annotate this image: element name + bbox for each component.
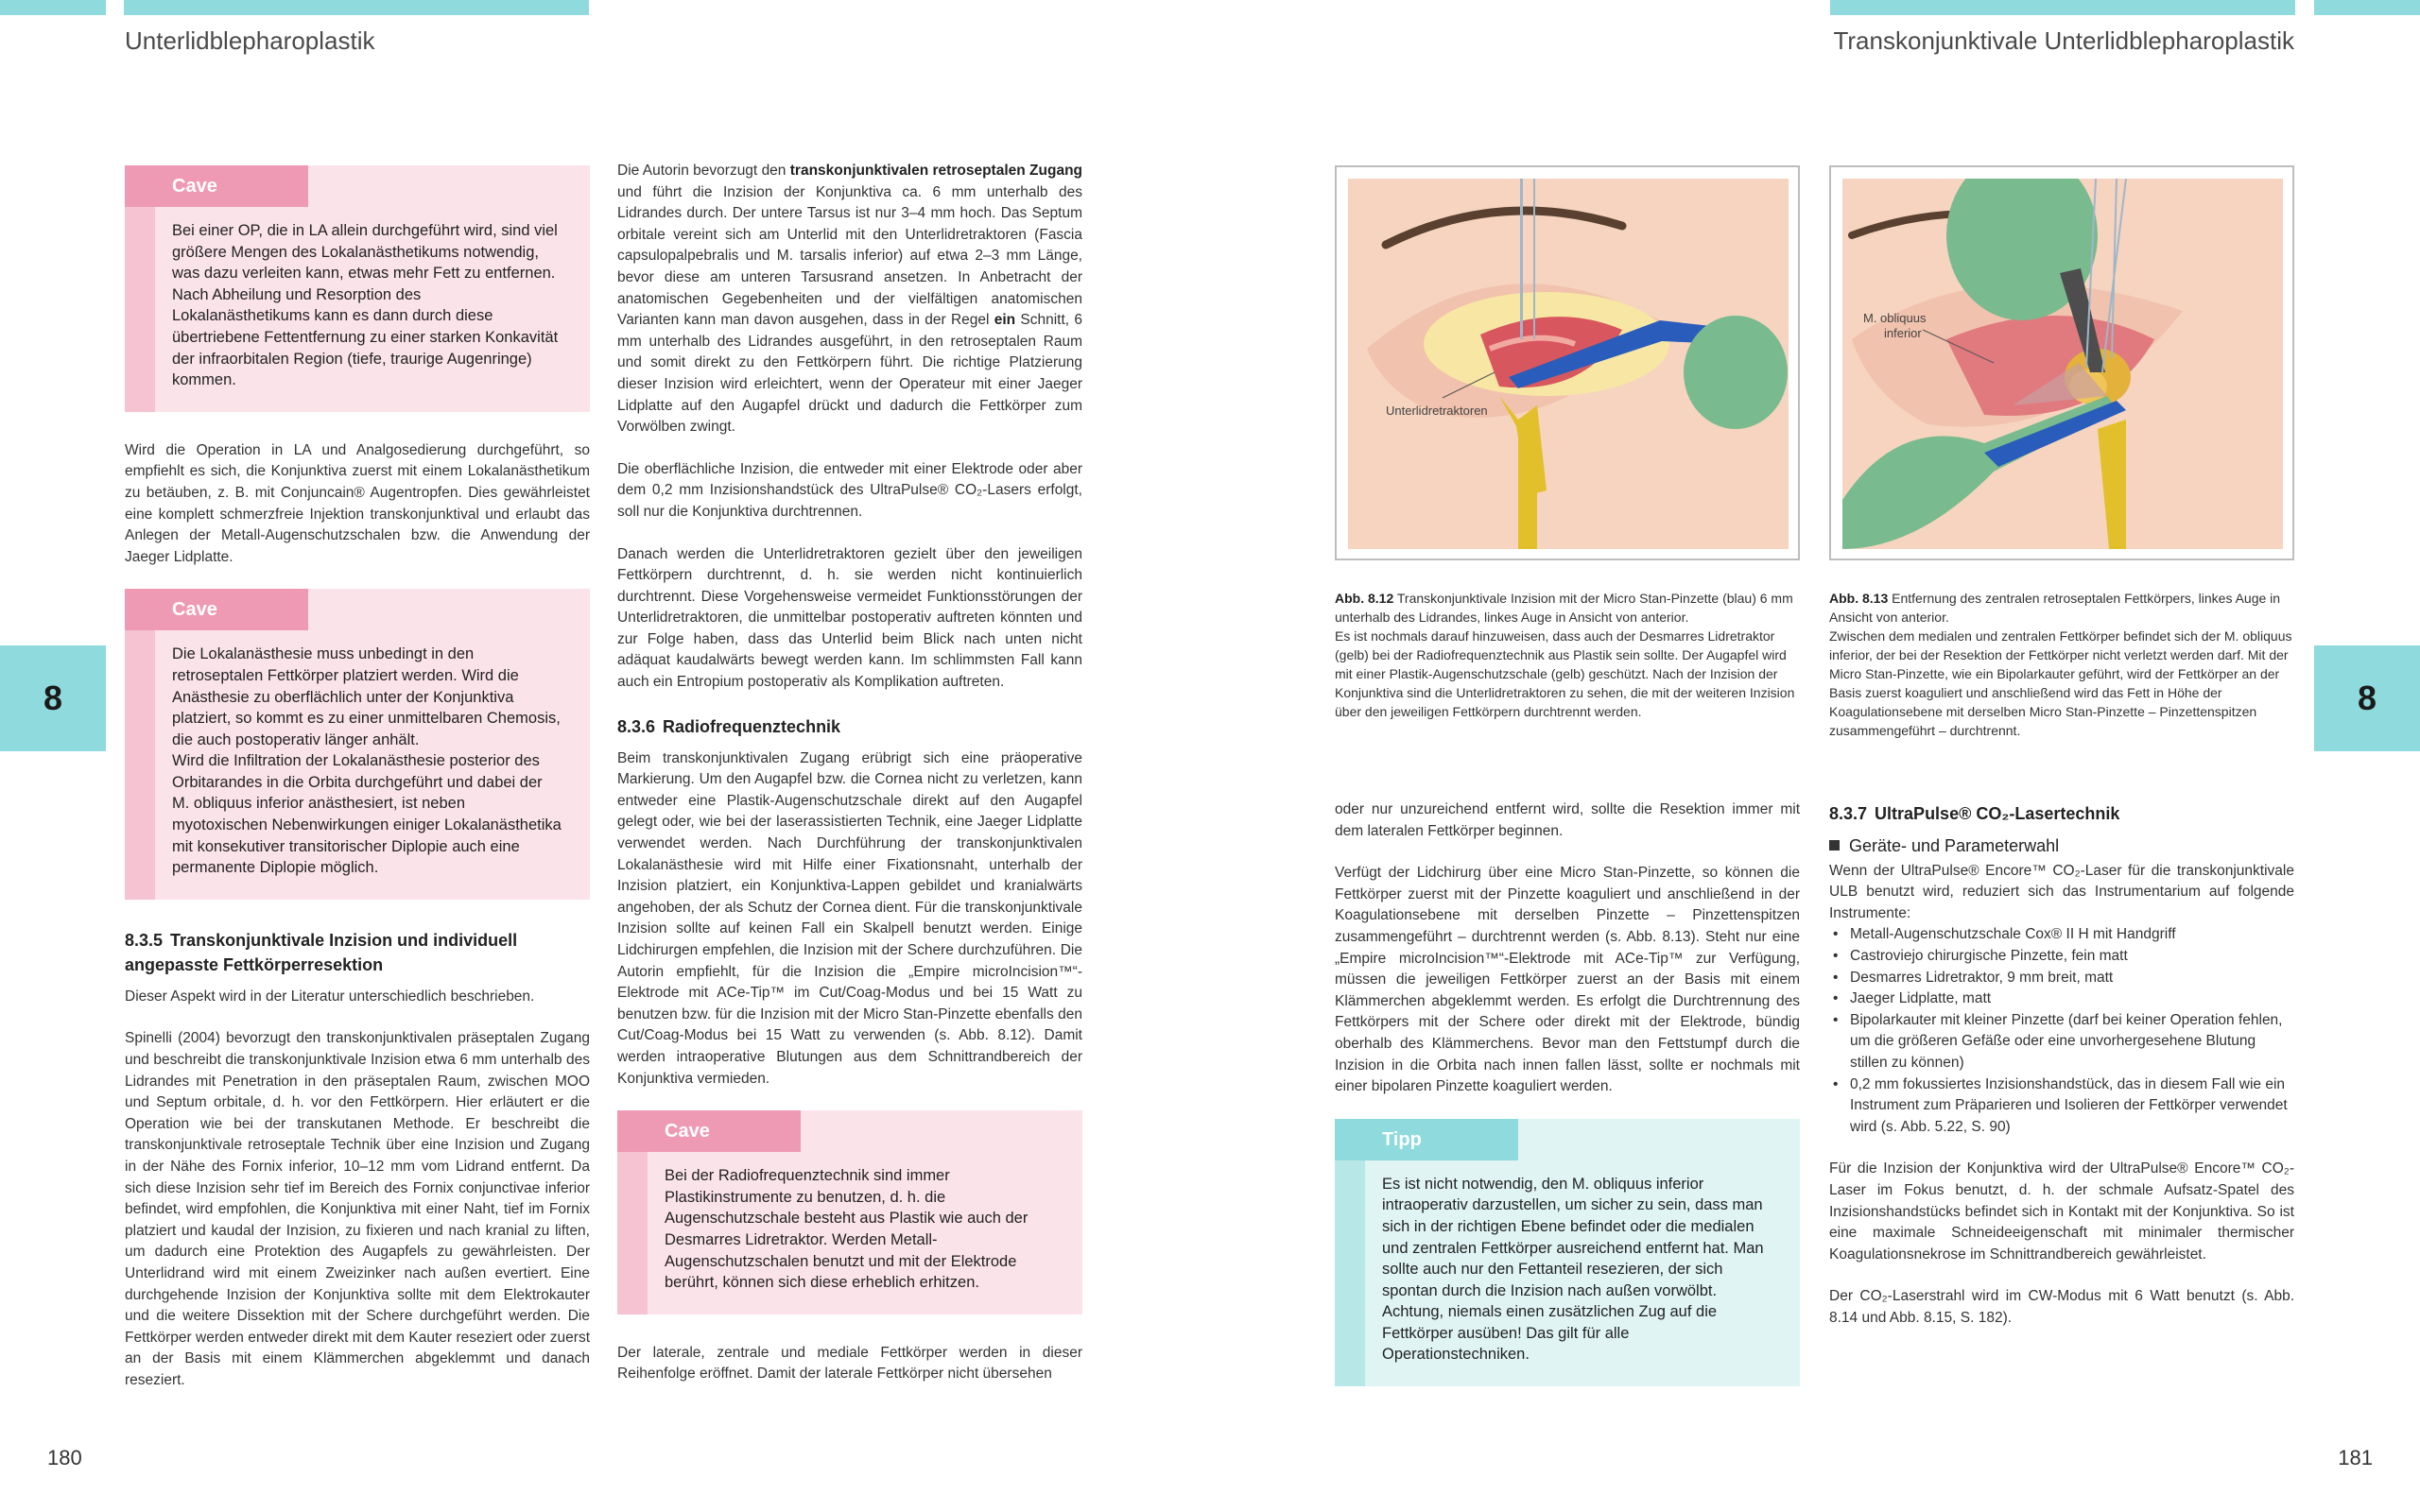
- figure-label-unterlidretraktoren: Unterlidretraktoren: [1386, 404, 1488, 418]
- section-title: Radiofrequenztechnik: [663, 716, 841, 736]
- instrument-list: [1829, 924, 2294, 1138]
- caption-8-12: [1335, 589, 1800, 721]
- surgery-illustration-fat-resection: [1842, 179, 2283, 549]
- paragraph: Die Autorin bevorzugt den transkonjunktivalen retroseptalen Zugang und führt die Inzision der Konjunktiva ca. 6 mm unterhalb des Lidrandes durch. Der untere Tarsus ist nur 3–4 mm hoch. Das Septum orbitale vereint sich am Unterlid mit den Unterlidretraktoren (Fascia capsulopalpebralis und M. tarsalis inferior) auf etwa 2–3 mm Länge, bevor diese am unteren Tarsusrand ansetzen. In Anbetracht der anatomischen Gegebenheiten und der vielfältigen anatomischen Varianten kann man davon ausgehen, dass in der Regel ein Schnitt, 6 mm unterhalb des Lidrandes ausgeführt, in den retroseptalen Raum und somit direkt zu den Fettkörpern führt. Die richtige Platzierung dieser Inzision wird erleichtert, wenn der Operateur mit einer Jaeger Lidplatte auf den Augapfel drückt und dadurch die Fettkörper zum Vorwölben zwingt.: [617, 163, 1083, 436]
- paragraph: Der CO₂-Laserstrahl wird im CW-Modus mit 6 Watt benutzt (s. Abb. 8.14 und Abb. 8.15, S. 182).: [1829, 1288, 2294, 1326]
- top-bar-left-outer: [0, 0, 106, 15]
- cave-text: Bei der Radiofrequenztechnik sind immer Plastikinstrumente zu benutzen, d. h. die Augenschutzschale besteht aus Plastik wie auch der Desmarres Lidretraktor. Werden Metall-Augenschutzschalen benutzt und mit der Elektrode berührt, können sich diese erheblich erhitzen.: [665, 1167, 1028, 1292]
- cave-label: Cave: [617, 1110, 801, 1152]
- list-item: • Castroviejo chirurgische Pinzette, fein matt: [1829, 946, 2294, 968]
- paragraph: Danach werden die Unterlidretraktoren gezielt über den jeweiligen Fettkörpern durchtrennt, d. h. sie werden nicht kontinuierlich durchtrennt. Diese Vorgehensweise vermeidet Funktionsstörungen der Unterlidretraktoren, die unmittelbar postoperativ auftreten könnten und zur Folge haben, dass das Unterlid beim Blick nach unten nicht adäquat kaudalwärts bewegt werden kann. Im schlimmsten Fall kann auch ein Entropium postoperativ als Komplikation auftreten.: [617, 545, 1082, 691]
- paragraph: Der laterale, zentrale und mediale Fettkörper werden in dieser Reihenfolge eröffnet. Damit der laterale Fettkörper nicht übersehen: [617, 1344, 1082, 1383]
- left-column-2: [617, 161, 1082, 1406]
- paragraph: Spinelli (2004) bevorzugt den transkonjunktivalen präseptalen Zugang und beschreibt die transkonjunktivale Inzision etwa 6 mm unterhalb des Lidrandes mit Penetration in den präseptalen Raum, zwischen MOO und Septum orbitale, d. h. vor den Fettkörpern. Hier erläutert er die Operation wie bei der transkutanen Methode. Er beschreibt die transkonjunktivale retroseptale Technik über eine Inzision und Zugang in der Nähe des Fornix inferior, 10–12 mm vom Lidrand entfernt. Da sich diese Inzision sehr tief im Bereich des Fornix conjunctivae inferior befindet, wird empfohlen, die Konjunktiva mit einer Naht, tief im Fornix platziert und kaudal der Inzision, zu fixieren und nach kranial zu liften, um dadurch eine Protektion des Augapfels zu gewährleisten. Der Unterlidrand wird mit einem Zweizinker nach außen evertiert. Eine durchgehende Inzision der Konjunktiva sollte mit dem Elektrokauter und die weitere Dissektion mit der Schere durchgeführt werden. Die Fettkörper werden entweder direkt mit dem Kauter reseziert oder zuerst an der Basis mit einem Klämmerchen abgeklemmt und danach reseziert.: [125, 1030, 590, 1388]
- caption-number: Abb. 8.13: [1829, 591, 1889, 606]
- caption-detail: Es ist nochmals darauf hinzuweisen, dass auch der Desmarres Lidretraktor (gelb) bei der Radiofrequenztechnik aus Plastik sein sollte. Der Augapfel wird mit einer Plastik-Augenschutzschale (gelb) geschützt. Nach der Inzision der Konjunktiva sind die Unterlidretraktoren zu sehen, die mit der weiteren Inzision über den jeweiligen Fettkörpern durchtrennt werden.: [1335, 628, 1795, 719]
- figure-label-inferior: inferior: [1884, 326, 1922, 340]
- right-column-2: [1829, 798, 2294, 1349]
- section-number: 8.3.6: [617, 716, 656, 736]
- tipp-box: [1335, 1119, 1800, 1386]
- chapter-tab-left: 8: [0, 645, 106, 751]
- cave-body: [125, 630, 590, 900]
- cave-text: Wird die Infiltration der Lokalanästhesie posterior des Orbitarandes in die Orbita durchgeführt und dabei der M. obliquus inferior anästhesiert, ist neben myotoxischen Nebenwirkungen einiger Lokalanästhetika mit konsekutiver transitorischer Diplopie auch eine permanente Diplopie möglich.: [172, 752, 562, 877]
- tipp-body: [1335, 1160, 1800, 1386]
- right-column-1: [1335, 799, 1800, 1415]
- page-number-left: 180: [47, 1446, 82, 1469]
- list-item: • 0,2 mm fokussiertes Inzisionshandstück, das in diesem Fall wie ein Instrument zum Präparieren und Isolieren der Fettkörper verwendet wird (s. Abb. 5.22, S. 90): [1829, 1074, 2294, 1139]
- caption-8-13: [1829, 589, 2294, 740]
- page-number-right: 181: [2338, 1446, 2373, 1469]
- paragraph: Die oberflächliche Inzision, die entweder mit einer Elektrode oder aber dem 0,2 mm Inzisionshandstück des UltraPulse® CO₂-Lasers erfolgt, soll nur die Konjunktiva durchtrennen.: [617, 460, 1082, 520]
- section-heading-8-3-7: [1829, 801, 2294, 826]
- caption-text: Entfernung des zentralen retroseptalen Fettkörpers, linkes Auge in Ansicht von anterior.: [1829, 591, 2281, 625]
- top-bar-right-outer: [2314, 0, 2420, 15]
- paragraph: Verfügt der Lidchirurg über eine Micro Stan-Pinzette, so können die Fettkörper zuerst mit der Pinzette koaguliert und anschließend in der Koagulationsebene mit derselben Pinzette – Pinzettenspitzen zusammengeführt – durchtrennt werden (s. Abb. 8.13). Steht nur eine „Empire microIncision™“-Elektrode mit ACe-Tip™ zur Verfügung, müssen die jeweiligen Fettkörper zuerst an der Basis mit einem Klämmerchen abgeklemmt werden. Es erfolgt die Durchtrennung des Fettkörpers mit der Schere oder direkt mit der Elektrode, bündig oberhalb des Klämmerchens. Bevor man den Fettstumpf durch die Inzision in die Orbita nach innen fallen lässt, sollte er nochmals mit einer bipolaren Pinzette koaguliert werden.: [1335, 865, 1800, 1095]
- cave-box-3: [617, 1110, 1082, 1314]
- surgery-illustration-incision: [1348, 179, 1789, 549]
- top-bar-right: [1830, 0, 2295, 15]
- running-head-left: Unterlidblepharoplastik: [125, 26, 375, 55]
- chapter-tab-right: 8: [2314, 645, 2420, 751]
- caption-text: Transkonjunktivale Inzision mit der Micro Stan-Pinzette (blau) 6 mm unterhalb des Lidrandes, linkes Auge in Ansicht von anterior.: [1335, 591, 1793, 625]
- list-item: • Jaeger Lidplatte, matt: [1829, 988, 2294, 1010]
- list-item: • Bipolarkauter mit kleiner Pinzette (darf bei keiner Operation fehlen, um die größeren Gefäße oder eine unvorhergesehene Blutung stillen zu können): [1829, 1010, 2294, 1074]
- figure-8-13: [1829, 165, 2294, 560]
- tipp-text: Achtung, niemals einen zusätzlichen Zug auf die Fettkörper ausüben! Das gilt für alle Operationstechniken.: [1382, 1303, 1718, 1364]
- section-heading-8-3-6: [617, 714, 1082, 739]
- tipp-label: Tipp: [1335, 1119, 1518, 1160]
- square-bullet-icon: [1829, 840, 1840, 850]
- tipp-text: Es ist nicht notwendig, den M. obliquus inferior intraoperativ darzustellen, um sicher zu sein, dass man sich in der richtigen Ebene befindet oder die medialen und zentralen Fettkörper ausreichend entfernt hat. Man sollte auch nur den Fettanteil resezieren, der sich spontan durch die Inzision nach außen vorwölbt.: [1382, 1175, 1764, 1299]
- section-title: Transkonjunktivale Inzision und individuell angepasste Fettkörperresektion: [125, 930, 518, 974]
- cave-body: [617, 1152, 1082, 1314]
- section-number: 8.3.5: [125, 930, 164, 950]
- section-title: UltraPulse® CO₂-Lasertechnik: [1875, 804, 2120, 823]
- list-item: • Metall-Augenschutzschale Cox® II H mit Handgriff: [1829, 924, 2294, 946]
- cave-text: Die Lokalanästhesie muss unbedingt in den retroseptalen Fettkörper platziert werden. Wird die Anästhesie zu oberflächlich unter der Konjunktiva platziert, so kommt es zu einer unmittelbaren Chemosis, die auch postoperativ länger anhält.: [172, 645, 561, 748]
- cave-label: Cave: [125, 165, 308, 207]
- cave-label: Cave: [125, 589, 308, 630]
- cave-box-1: [125, 165, 590, 412]
- caption-number: Abb. 8.12: [1335, 591, 1394, 606]
- cave-body: [125, 207, 590, 412]
- cave-text: Bei einer OP, die in LA allein durchgeführt wird, sind viel größere Mengen des Lokalanästhetikums notwendig, was dazu verleiten kann, etwas mehr Fett zu entfernen. Nach Abheilung und Resorption des Lokalanästhetikums kann es dann durch diese übertriebene Fettentfernung zu einer starken Konkavität der infraorbitalen Region (tiefe, traurige Augenringe) kommen.: [172, 222, 559, 389]
- paragraph: Wird die Operation in LA und Analgosedierung durchgeführt, so empfiehlt es sich, die Konjunktiva zuerst mit einem Lokalanästhetikum zu betäuben, z. B. mit Conjuncain® Augentropfen. Dies gewährleistet eine komplett schmerzfreie Injektion transkonjunktival und erlaubt das Anlegen der Metall-Augenschutzschalen bzw. die Anwendung der Jaeger Lidplatte.: [125, 441, 590, 565]
- caption-detail: Zwischen dem medialen und zentralen Fettkörper befindet sich der M. obliquus inferior, der bei der Resektion der Fettkörper nicht verletzt werden darf. Mit der Micro Stan-Pinzette, wie ein Bipolarkauter geführt, wird der Fettkörper an der Basis zuerst koaguliert und anschließend wird das Fett in Höhe der Koagulationsebene mit derselben Micro Stan-Pinzette – Pinzettenspitzen zusammengeführt – durchtrennt.: [1829, 628, 2292, 738]
- paragraph: Beim transkonjunktivalen Zugang erübrigt sich eine präoperative Markierung. Um den Augapfel bzw. die Cornea nicht zu verletzen, kann entweder eine Plastik-Augenschutzschale direkt auf den Augapfel gelegt oder, wie bei der laserassistierten Technik, eine Jaeger Lidplatte verwendet werden. Nach Durchführung der transkonjunktivalen Lokalanästhesie wird mit Hilfe einer Fixationsnaht, unterhalb der Inzision platziert, ein Konjunktiva-Lappen gebildet und kranialwärts angehoben, der als Schutz der Cornea dient. Für die transkonjunktivale Inzision sollte auf keinen Fall ein Skalpell benutzt werden. Einige Lidchirurgen empfehlen, die Inzision mit der Schere durchzuführen. Die Autorin empfiehlt, für die Inzision die „Empire microIncision™“-Elektrode mit ACe-Tip™ im Cut/Coag-Modus und bei 15 Watt zu benutzen bzw. für die Inzision mit der Micro Stan-Pinzette ebenfalls den Cut/Coag-Modus bei 15 Watt zu verwenden (s. Abb. 8.12). Damit werden intraoperative Blutungen aus dem Schnittrandbereich der Konjunktiva vermieden.: [617, 749, 1082, 1087]
- paragraph: Für die Inzision der Konjunktiva wird der UltraPulse® Encore™ CO₂-Laser im Fokus benutzt, d. h. der schmale Aufsatz-Spatel des Inzisionshandstücks befindet sich in Kontakt mit der Konjunktiva. So ist eine maximale Schneideeigenschaft mit minimaler thermischer Koagulationsnekrose im Schnittrandbereich gewährleistet.: [1829, 1160, 2294, 1263]
- running-head-right: Transkonjunktivale Unterlidblepharoplastik: [1833, 26, 2294, 55]
- figure-8-12: [1335, 165, 1800, 560]
- section-heading-8-3-5: [125, 928, 590, 977]
- paragraph: oder nur unzureichend entfernt wird, sollte die Resektion immer mit dem lateralen Fettkörper beginnen.: [1335, 801, 1800, 839]
- paragraph: Wenn der UltraPulse® Encore™ CO₂-Laser für die transkonjunktivale ULB benutzt wird, reduziert sich das Instrumentarium auf folgende Instrumente:: [1829, 862, 2294, 921]
- cave-box-2: [125, 589, 590, 900]
- top-bar-left: [124, 0, 589, 15]
- list-item: • Desmarres Lidretraktor, 9 mm breit, matt: [1829, 968, 2294, 989]
- left-column-1: [125, 165, 590, 1413]
- paragraph: Dieser Aspekt wird in der Literatur unterschiedlich beschrieben.: [125, 988, 535, 1005]
- section-number: 8.3.7: [1829, 804, 1868, 823]
- figure-label-m-obliquus: M. obliquus: [1863, 311, 1927, 325]
- subsection-heading: Geräte- und Parameterwahl: [1829, 835, 2294, 857]
